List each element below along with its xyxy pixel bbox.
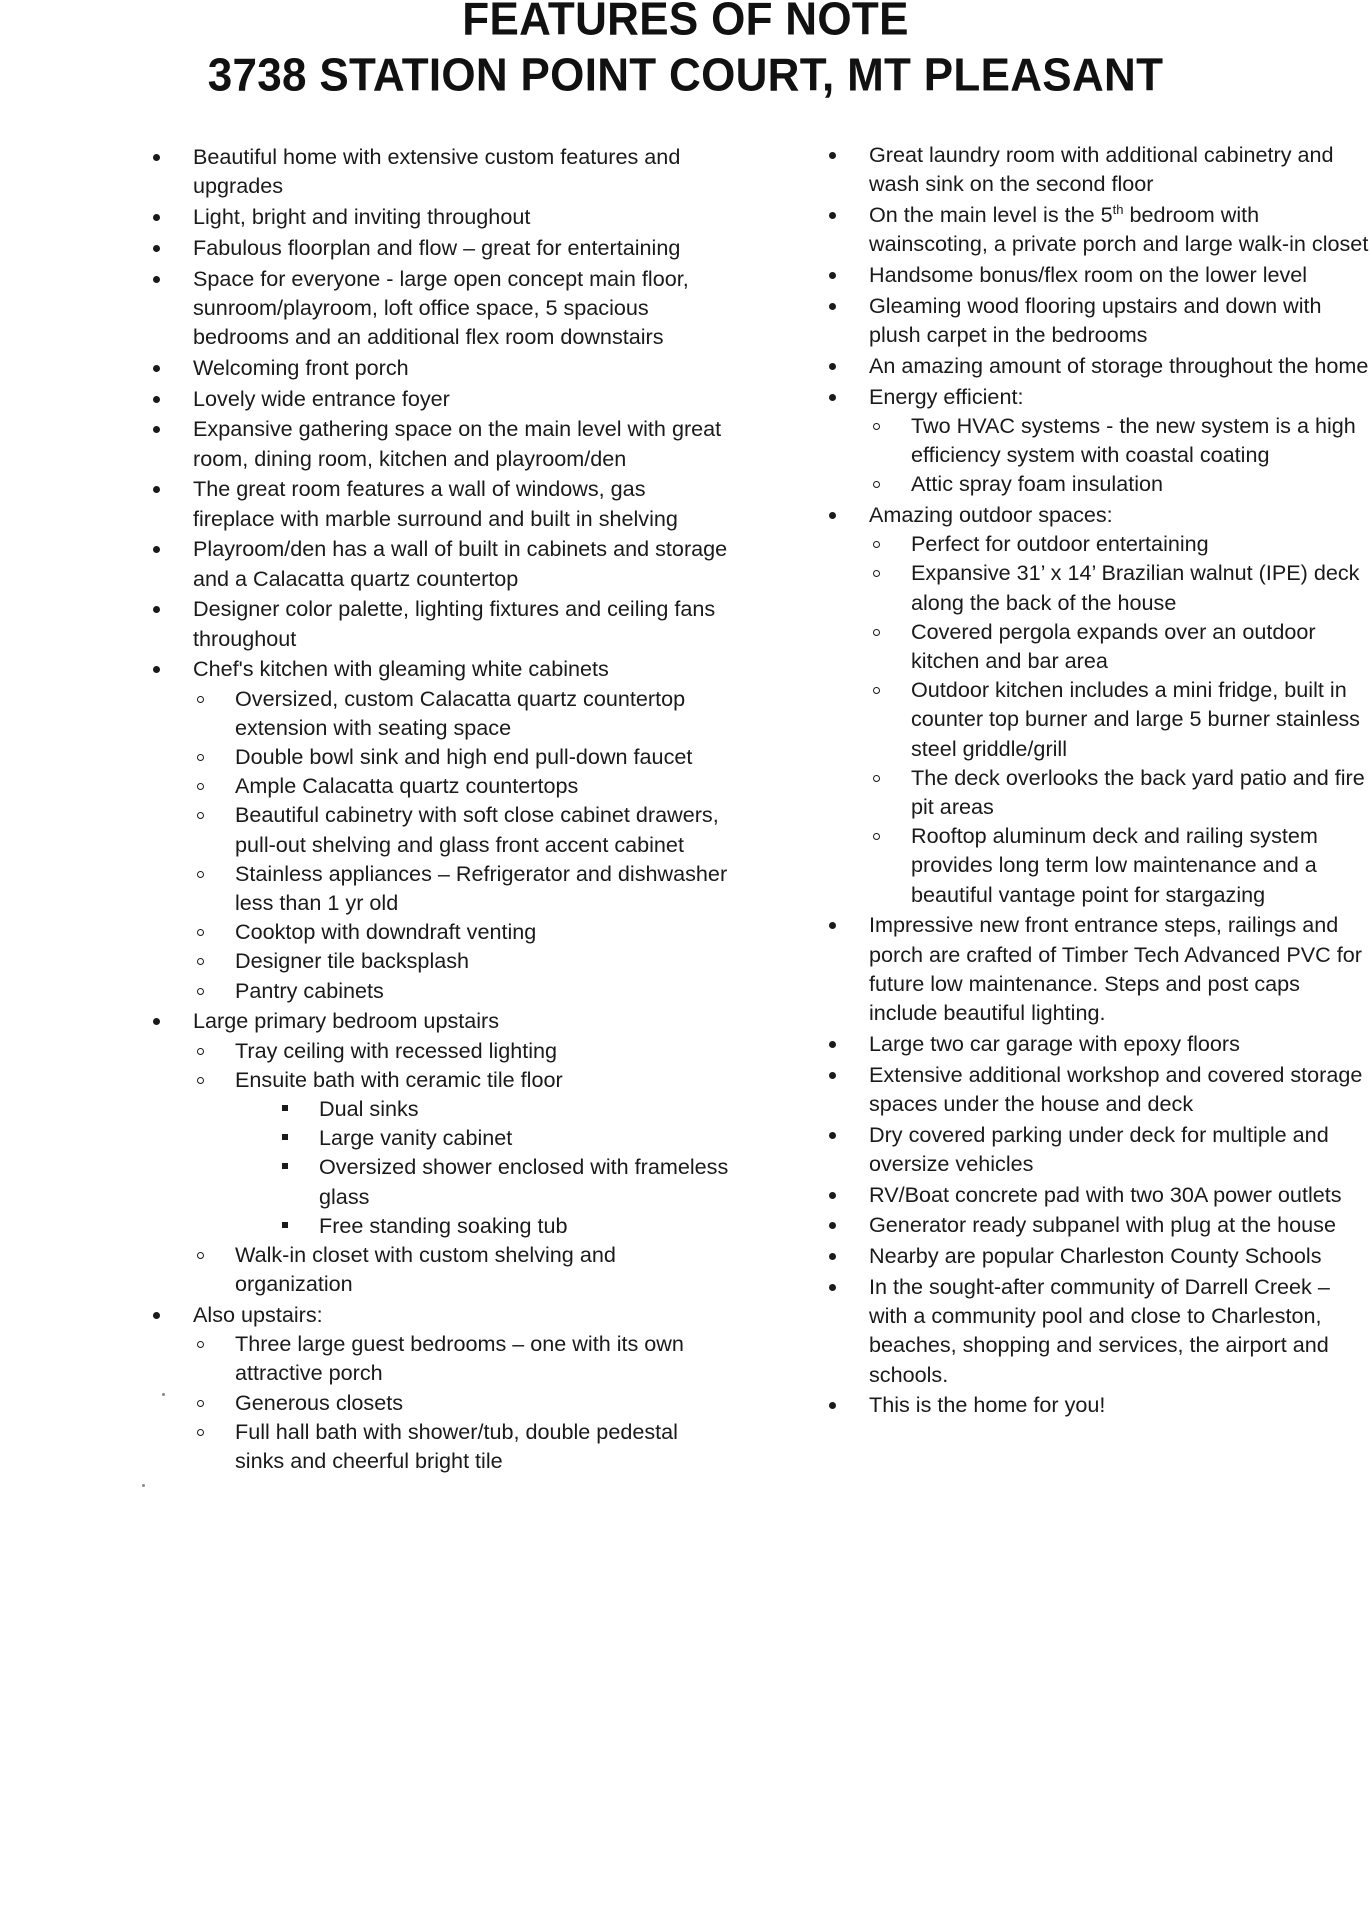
feature-text: Also upstairs:: [193, 1302, 323, 1328]
feature-text: Welcoming front porch: [193, 354, 409, 380]
primary-bedroom-sublist: [150, 1036, 730, 1299]
feature-item: [826, 1060, 1371, 1118]
bullet-icon: [826, 1241, 869, 1270]
feature-item: [826, 351, 1371, 380]
property-address-title: 3738 STATION POINT COURT, MT PLEASANT: [207, 49, 1164, 102]
sub-feature-text: Rooftop aluminum deck and railing system provides long term low maintenance and a beautiful vantage point for stargazing: [911, 823, 1318, 907]
feature-item: [150, 474, 730, 532]
feature-text: Generator ready subpanel with plug at the house: [869, 1212, 1336, 1238]
sub-sub-feature-text: Free standing soaking tub: [319, 1212, 568, 1238]
left-feature-list: [150, 142, 730, 1475]
sub-feature-item: [826, 529, 1371, 558]
feature-text: Light, bright and inviting throughout: [193, 204, 531, 229]
feature-text: In the sought-after community of Darrell Creek – with a community pool and close to Charleston, beaches, shopping and services, the airport and schools.: [869, 1274, 1330, 1387]
feature-item: [826, 1029, 1371, 1058]
sub-feature-item: [826, 411, 1371, 469]
sub-feature-text: Pantry cabinets: [235, 977, 384, 1003]
circle-bullet-icon: [871, 763, 891, 792]
sub-feature-item: [150, 742, 730, 771]
feature-text: Beautiful home with extensive custom features and upgrades: [193, 144, 681, 199]
feature-item-energy: [826, 382, 1371, 499]
feature-text: Handsome bonus/flex room on the lower level: [869, 262, 1308, 287]
feature-item-outdoor: [826, 500, 1371, 909]
feature-text: The great room features a wall of windows, gas fireplace with marble surround and built in shelving: [193, 476, 678, 531]
left-feature-column: [150, 142, 730, 1477]
sub-feature-text: Beautiful cabinetry with soft close cabinet drawers, pull-out shelving and glass front accent cabinet: [235, 802, 719, 857]
feature-text: This is the home for you!: [869, 1392, 1106, 1418]
bullet-icon: [826, 351, 869, 380]
bullet-icon: [826, 1120, 869, 1149]
feature-text: Gleaming wood flooring upstairs and down with plush carpet in the bedrooms: [869, 292, 1322, 347]
feature-text: Amazing outdoor spaces:: [869, 502, 1113, 527]
sub-feature-text: Generous closets: [235, 1389, 404, 1415]
sub-feature-text: Oversized, custom Calacatta quartz countertop extension with seating space: [235, 685, 686, 740]
feature-text: Great laundry room with additional cabinetry and wash sink on the second floor: [869, 142, 1334, 197]
ensuite-sublist: [150, 1094, 730, 1240]
feature-text: Dry covered parking under deck for multiple and oversize vehicles: [869, 1121, 1329, 1176]
bullet-icon: [826, 260, 869, 289]
bullet-icon: [826, 140, 869, 169]
feature-text: Fabulous floorplan and flow – great for entertaining: [193, 234, 681, 260]
circle-bullet-icon: [195, 771, 215, 800]
circle-bullet-icon: [871, 411, 891, 440]
sub-feature-item: [826, 675, 1371, 763]
sub-feature-item: [150, 946, 730, 975]
sub-feature-item: [826, 617, 1371, 675]
feature-text: Expansive gathering space on the main level with great room, dining room, kitchen and playroom/den: [193, 416, 722, 471]
feature-item: [826, 1241, 1371, 1270]
sub-sub-feature-item: [150, 1211, 730, 1240]
bullet-icon: [150, 353, 193, 382]
sub-feature-item: [150, 859, 730, 917]
feature-item: [826, 1210, 1371, 1239]
outdoor-sublist: [826, 529, 1371, 909]
sub-feature-item: [826, 558, 1371, 616]
document-title: FEATURES OF NOTE: [462, 0, 909, 46]
feature-text: Lovely wide entrance foyer: [193, 385, 450, 411]
sub-feature-item: [150, 917, 730, 946]
feature-item: [150, 414, 730, 472]
feature-item: [150, 594, 730, 652]
bullet-icon: [826, 382, 869, 411]
feature-item: [826, 1180, 1371, 1209]
bullet-icon: [150, 474, 193, 503]
sub-feature-item: [150, 771, 730, 800]
bullet-icon: [826, 1390, 869, 1419]
circle-bullet-icon: [871, 558, 891, 587]
also-upstairs-sublist: [150, 1329, 730, 1475]
sub-feature-text: Walk-in closet with custom shelving and organization: [235, 1242, 616, 1297]
bullet-icon: [150, 594, 193, 623]
circle-bullet-icon: [871, 617, 891, 646]
feature-text: Impressive new front entrance steps, railings and porch are crafted of Timber Tech Advanced PVC for future low maintenance. Steps and post caps include beautiful lighting.: [869, 912, 1362, 1026]
sub-feature-item: [150, 1329, 730, 1387]
circle-bullet-icon: [195, 946, 215, 975]
feature-item: [826, 291, 1371, 349]
feature-item-primary-bedroom: [150, 1006, 730, 1298]
circle-bullet-icon: [195, 1036, 215, 1065]
feature-text-part: bedroom with wainscoting, a private porch and large walk-in closet: [869, 202, 1369, 257]
kitchen-sublist: [150, 684, 730, 1005]
bullet-icon: [150, 414, 193, 443]
scan-speck: [162, 1393, 165, 1396]
feature-item: [150, 202, 730, 231]
feature-item: [826, 1272, 1371, 1389]
circle-bullet-icon: [195, 684, 215, 713]
sub-sub-feature-text: Dual sinks: [319, 1096, 419, 1122]
circle-bullet-icon: [871, 469, 891, 498]
circle-bullet-icon: [195, 1329, 215, 1358]
right-feature-list: [826, 140, 1371, 1420]
feature-item: [826, 260, 1371, 289]
bullet-icon: [150, 202, 193, 231]
sub-feature-text: Attic spray foam insulation: [911, 471, 1164, 497]
bullet-icon: [150, 142, 193, 171]
feature-text: Large two car garage with epoxy floors: [869, 1030, 1240, 1056]
bullet-icon: [150, 654, 193, 683]
sub-feature-item: [826, 469, 1371, 498]
feature-item: [826, 140, 1371, 198]
square-bullet-icon: [280, 1211, 300, 1240]
sub-feature-text: Two HVAC systems - the new system is a high efficiency system with coastal coating: [911, 412, 1356, 467]
circle-bullet-icon: [871, 529, 891, 558]
sub-feature-text: The deck overlooks the back yard patio and fire pit areas: [911, 764, 1365, 820]
sub-feature-text: Designer tile backsplash: [235, 948, 470, 974]
sub-feature-text: Full hall bath with shower/tub, double pedestal sinks and cheerful bright tile: [235, 1418, 678, 1474]
feature-text: Playroom/den has a wall of built in cabinets and storage and a Calacatta quartz countertop: [193, 536, 728, 591]
sub-feature-text: Cooktop with downdraft venting: [235, 919, 537, 945]
sub-feature-text: Double bowl sink and high end pull-down faucet: [235, 744, 693, 769]
ordinal-suffix: th: [1112, 201, 1124, 217]
feature-item: [150, 534, 730, 592]
circle-bullet-icon: [195, 1417, 215, 1446]
feature-text: RV/Boat concrete pad with two 30A power outlets: [869, 1181, 1342, 1207]
sub-feature-item: [150, 1417, 730, 1475]
sub-feature-item: [826, 821, 1371, 909]
bullet-icon: [826, 910, 869, 939]
sub-feature-text: Expansive 31’ x 14’ Brazilian walnut (IPE) deck along the back of the house: [911, 560, 1360, 615]
circle-bullet-icon: [195, 917, 215, 946]
bullet-icon: [150, 384, 193, 413]
square-bullet-icon: [280, 1152, 300, 1181]
circle-bullet-icon: [871, 821, 891, 850]
feature-item: [150, 384, 730, 413]
circle-bullet-icon: [871, 675, 891, 704]
bullet-icon: [826, 1210, 869, 1239]
bullet-icon: [150, 264, 193, 293]
feature-item: [150, 233, 730, 262]
circle-bullet-icon: [195, 1388, 215, 1417]
feature-text: Energy efficient:: [869, 383, 1024, 409]
sub-feature-item: [150, 684, 730, 742]
feature-item: [826, 910, 1371, 1027]
feature-item: [150, 264, 730, 352]
sub-sub-feature-text: Large vanity cabinet: [319, 1125, 513, 1151]
circle-bullet-icon: [195, 1065, 215, 1094]
feature-item: [150, 142, 730, 200]
bullet-icon: [826, 500, 869, 529]
bullet-icon: [826, 1272, 869, 1301]
bullet-icon: [150, 233, 193, 262]
sub-feature-text: Perfect for outdoor entertaining: [911, 531, 1209, 557]
square-bullet-icon: [280, 1094, 300, 1123]
sub-sub-feature-item: [150, 1123, 730, 1152]
feature-text: Nearby are popular Charleston County Schools: [869, 1243, 1322, 1269]
sub-feature-item: [826, 763, 1371, 821]
sub-feature-text: Three large guest bedrooms – one with its own attractive porch: [235, 1331, 684, 1386]
bullet-icon: [150, 1006, 193, 1035]
bullet-icon: [826, 200, 869, 229]
feature-item: [150, 353, 730, 382]
bullet-icon: [826, 1029, 869, 1058]
energy-sublist: [826, 411, 1371, 499]
circle-bullet-icon: [195, 859, 215, 888]
right-feature-column: [826, 140, 1371, 1421]
sub-feature-item: [150, 800, 730, 858]
sub-feature-text: Outdoor kitchen includes a mini fridge, built in counter top burner and large 5 burner stainless steel griddle/grill: [911, 677, 1360, 761]
sub-feature-item: [150, 976, 730, 1005]
feature-item-also-upstairs: [150, 1300, 730, 1475]
bullet-icon: [826, 291, 869, 320]
sub-feature-text: Ensuite bath with ceramic tile floor: [235, 1066, 563, 1092]
feature-item-closing: [826, 1390, 1371, 1419]
feature-item: [826, 1120, 1371, 1178]
square-bullet-icon: [280, 1123, 300, 1152]
sub-feature-item: [150, 1065, 730, 1240]
sub-feature-text: Ample Calacatta quartz countertops: [235, 773, 579, 799]
feature-text: Extensive additional workshop and covered storage spaces under the house and deck: [869, 1061, 1363, 1116]
feature-item-kitchen: [150, 654, 730, 1004]
bullet-icon: [826, 1180, 869, 1209]
bullet-icon: [150, 534, 193, 563]
sub-sub-feature-item: [150, 1094, 730, 1123]
feature-text: Space for everyone - large open concept main floor, sunroom/playroom, loft office space, 5 spacious bedrooms and an additional flex room downstairs: [193, 265, 689, 349]
sub-feature-text: Covered pergola expands over an outdoor kitchen and bar area: [911, 618, 1316, 674]
feature-text-part: On the main level is the 5: [869, 202, 1113, 227]
scan-speck: [142, 1484, 145, 1487]
feature-text: Designer color palette, lighting fixtures and ceiling fans throughout: [193, 596, 716, 651]
circle-bullet-icon: [195, 800, 215, 829]
bullet-icon: [150, 1300, 193, 1329]
sub-sub-feature-text: Oversized shower enclosed with frameless glass: [319, 1154, 729, 1209]
feature-item: [826, 200, 1371, 258]
sub-feature-item: [150, 1388, 730, 1417]
sub-feature-text: Tray ceiling with recessed lighting: [235, 1037, 558, 1063]
feature-text: Chef's kitchen with gleaming white cabinets: [193, 656, 609, 682]
feature-text: Large primary bedroom upstairs: [193, 1008, 500, 1034]
sub-feature-item: [150, 1036, 730, 1065]
circle-bullet-icon: [195, 742, 215, 771]
bullet-icon: [826, 1060, 869, 1089]
circle-bullet-icon: [195, 1240, 215, 1269]
feature-text: An amazing amount of storage throughout the home: [869, 352, 1369, 378]
sub-feature-item: [150, 1240, 730, 1298]
circle-bullet-icon: [195, 976, 215, 1005]
sub-sub-feature-item: [150, 1152, 730, 1210]
sub-feature-text: Stainless appliances – Refrigerator and dishwasher less than 1 yr old: [235, 860, 728, 916]
